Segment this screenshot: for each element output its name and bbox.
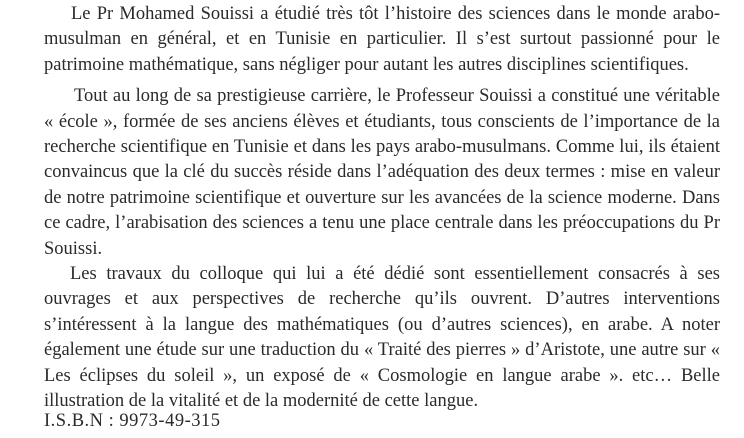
paragraph-career: Tout au long de sa prestigieuse carrière, le Professeur Souissi a constitué une véritable « école », formée de ses anciens élèves et étudiants, tous conscients de l’importance de la recherche scientifique en Tunisie et dans les pays arabo-musulmans. Comme lui, ils étaient convaincus que la clé du succès réside dans l’adéquation des deux termes : mise en valeur de notre patrimoine scientifique et ouverture sur les avancées de la science moderne. Dans ce cadre, l’arabisation des sciences a tenu une place centrale dans les préoccupations du Pr Souissi.	[44, 86, 720, 259]
isbn-line: I.S.B.N : 9973-49-315	[44, 410, 221, 431]
paragraph-intro: Le Pr Mohamed Souissi a étudié très tôt l’histoire des sciences dans le monde arabo-musulman en général, et en Tunisie en particulier. Il s’est surtout passionné pour le patrimoine mathématique, sans négliger pour autant les autres disciplines scientifiques.	[44, 4, 720, 75]
paragraph-colloquium: Les travaux du colloque qui lui a été dédié sont essentiellement consacrés à ses ouvrages et aux perspectives de recherche qu’ils ouvrent. D’autres interventions s’intéressent à la langue des mathématiques (ou d’autres sciences), en arabe. A noter également une étude sur une traduction du « Traité des pierres » d’Aristote, une autre sur « Les éclipses du soleil », un exposé de « Cosmologie en langue arabe ». etc… Belle illustration de la vitalité et de la modernité de cette langue.	[44, 264, 720, 412]
document-page	[44, 2, 720, 434]
